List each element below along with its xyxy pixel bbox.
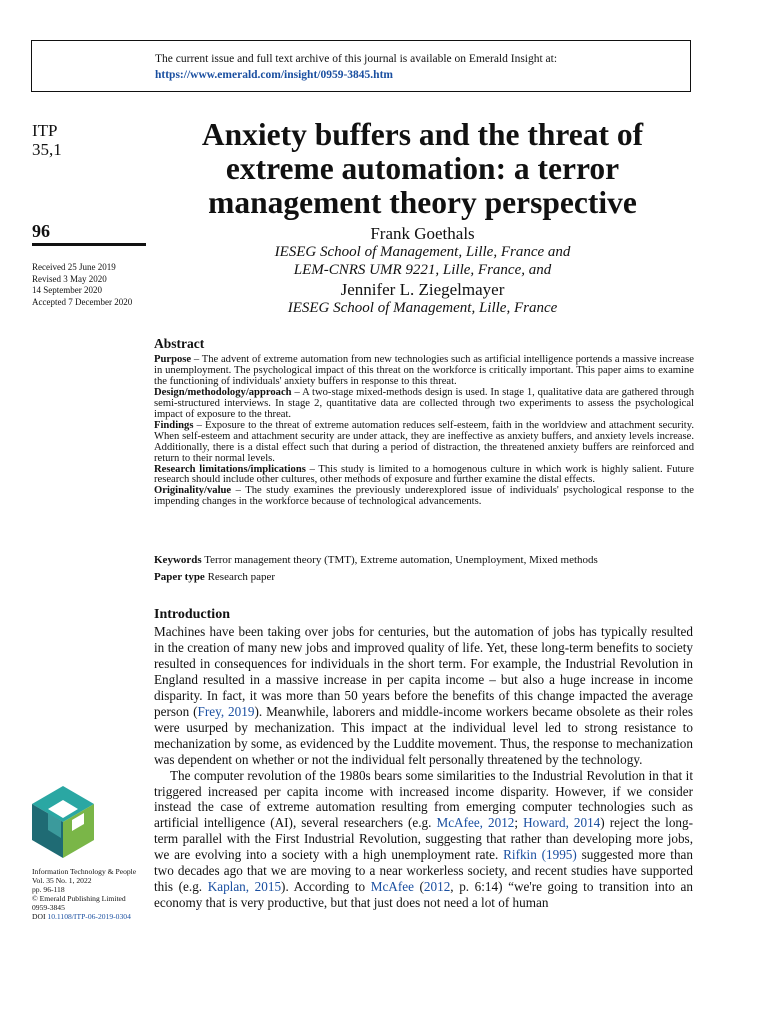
limitations-label: Research limitations/implications [154,463,306,475]
author-1: Frank Goethals [370,224,475,243]
citation-link[interactable]: Frey, 2019 [197,703,255,719]
paragraph-text: ( [413,879,424,895]
emerald-logo-icon [32,786,94,858]
findings-text: – Exposure to the threat of extreme automation reduces self-esteem, faith in the worldview and attachment security. When self-esteem and attachment security are under attack, they are ineffective as anxiety buffers, and anxiety levels increase. Additionally, there is a distal effect such that during a period of distraction, the threatened anxiety buffers are reinforced and return to their normal levels. [154,419,694,464]
citation-link[interactable]: Rifkin (1995) [503,847,577,863]
purpose-text: – The advent of extreme automation from new technologies such as artificial intelligence portends a massive increase in unemployment. The psychological impact of this threat on the workforce is critically important. This paper aims to examine the functioning of individuals' anxiety buffers in response to this threat. [154,354,694,387]
paragraph [154,624,693,768]
volume-issue: 35,1 [32,140,62,159]
abstract-findings [154,421,694,465]
keywords-text: Terror management theory (TMT), Extreme automation, Unemployment, Mixed methods [201,554,598,566]
meta-volume: Vol. 35 No. 1, 2022 [32,875,92,885]
date-revised: Revised 3 May 2020 [32,273,107,284]
design-text: – A two-stage mixed-methods design is used. In stage 1, qualitative data are gathered through semi-structured interviews. In stage 2, quantitative data are collected through two experiments to assess the psychological impact of exposure to the threat. [154,386,694,420]
title-line-1: Anxiety buffers and the threat of [201,117,644,152]
keywords [154,554,694,566]
introduction-heading: Introduction [154,607,230,622]
abstract-purpose [154,355,694,388]
paragraph-text: ) reject the long-term parallel with the First Industrial Revolution, suggesting that rather than developing more jobs, we are evolving into a society with a high unemployment rate. [154,815,694,863]
meta-pages: pp. 96-118 [32,884,65,894]
introduction-body [154,624,693,911]
citation-link[interactable]: McAfee [370,879,414,895]
affiliation-2: IESEG School of Management, Lille, France [287,300,558,316]
paragraph-text: Machines have been taking over jobs for centuries, but the automation of jobs has typically resulted in the creation of many new jobs and improved quality of life. Yet, these long-term benefits to society resulted in consequences for individuals in the short term. For example, the Industrial Revolution in England resulted in a massive increase in per capita income – but also a huge increase in income disparity. In fact, it was more than 50 years before the benefits of this change impacted the average person ( [154,624,693,719]
abstract-originality [154,486,694,508]
paragraph-text: ). According to [281,879,371,895]
date-accepted: Accepted 7 December 2020 [32,296,133,307]
title-line-2: extreme automation: a terror [225,151,620,186]
paragraph [154,768,693,912]
article-title [150,118,695,220]
citation-link[interactable]: Howard, 2014 [523,815,601,831]
paper-type-label: Paper type [154,571,205,583]
abstract-body [154,355,694,508]
page-number: 96 [32,221,50,241]
title-line-3: management theory perspective [208,185,637,220]
citation-link[interactable]: 2012 [423,879,451,895]
abstract-limitations [154,465,694,487]
limitations-text: – This study is limited to a homogenous culture in which work is highly salient. Future research should include other cultures, other methods of exposure and further examine the distal effects. [154,463,694,486]
paragraph-text: ; [514,815,524,831]
paragraph-text: The computer revolution of the 1980s bears some similarities to the Industrial Revolution in that it triggered increased per capita income with increased income disparity. However, if we consider instead the case of extreme automation resulting from emerging computer technologies such as artificial intelligence (AI), several researchers (e.g. [154,767,693,831]
design-label: Design/methodology/approach [154,386,292,398]
article-dates [32,262,132,308]
keywords-label: Keywords [154,554,202,566]
paper-type-text: Research paper [204,571,276,583]
paragraph-text: , p. 6:14) “we're going to transition into an economy that is very productive, but that just does not need a lot of human [154,879,693,911]
meta-issn: 0959-3845 [32,902,65,912]
availability-text: The current issue and full text archive of this journal is available on Emerald Insight at: [155,53,558,65]
meta-publisher: © Emerald Publishing Limited [32,893,126,903]
meta-doi [32,913,136,922]
originality-text: – The study examines the previously underexplored issue of individuals' psychological response to the impending changes in the workforce because of technological advancements. [154,485,694,508]
abstract-design [154,388,694,421]
doi-link[interactable]: 10.1108/ITP-06-2019-0304 [47,911,131,921]
journal-url-link[interactable]: https://www.emerald.com/insight/0959-3845.htm [155,69,393,81]
citation-link[interactable]: Kaplan, 2015 [207,879,282,895]
paragraph-text: ). Meanwhile, laborers and middle-income workers became obsolete as their roles were usurped by mechanization. This impact at the individual level led to strong resistance to mechanization by some, as evidenced by the Luddite movement. Thus, the response to mechanization was dependent on whether or not the individual felt personally threatened by the technology. [154,703,693,767]
author-2: Jennifer L. Ziegelmayer [340,280,505,299]
date-received: Received 25 June 2019 [32,262,116,272]
meta-journal: Information Technology & People [32,867,137,876]
abstract-heading: Abstract [154,336,205,351]
date-revised-2: 14 September 2020 [32,285,102,295]
purpose-label: Purpose [154,354,192,365]
journal-id [32,121,62,159]
doi-label: DOI [32,911,46,921]
citation-link[interactable]: McAfee, 2012 [436,815,515,831]
paragraph-text: suggested more than two decades ago that we are moving to a near workerless society, and recent studies have supported this (e.g. [154,847,694,895]
originality-label: Originality/value [154,485,232,497]
findings-label: Findings [154,419,194,431]
affiliation-1-line-1: IESEG School of Management, Lille, France and [274,244,571,260]
affiliation-1-line-2: LEM-CNRS UMR 9221, Lille, France, and [293,262,552,278]
journal-abbrev: ITP [32,121,58,140]
paper-type [154,571,694,583]
margin-rule [32,243,146,246]
journal-access-banner [31,40,691,92]
publication-metadata [32,868,136,921]
